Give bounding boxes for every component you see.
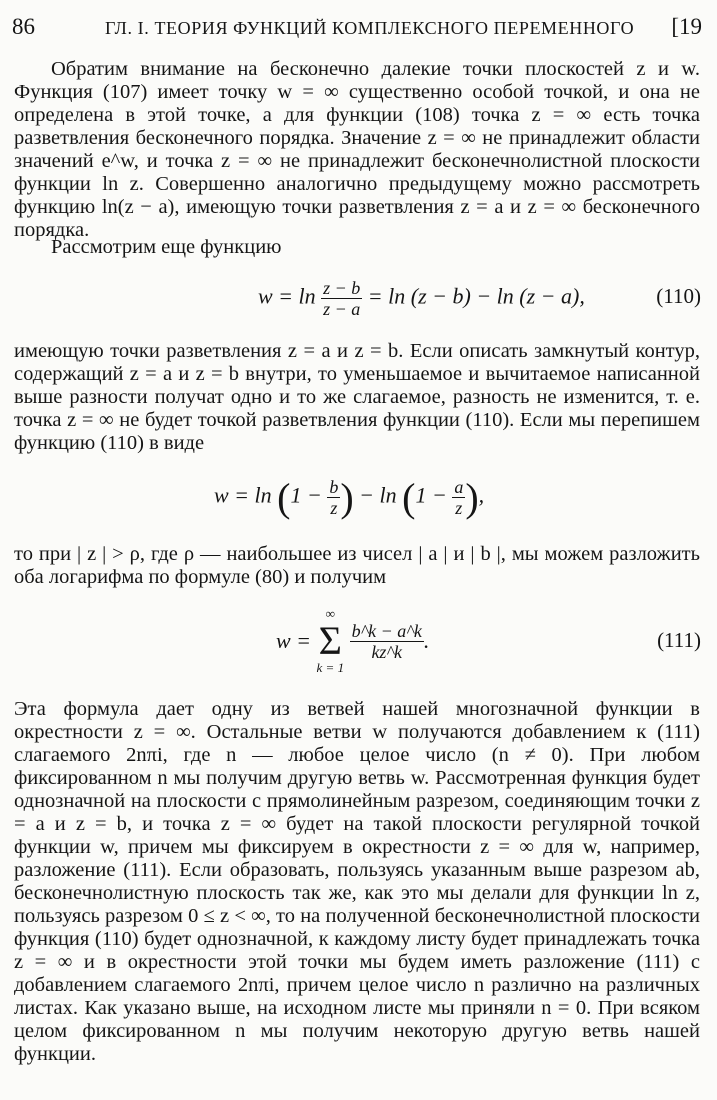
formula-111 xyxy=(0,606,717,686)
formula-rewrite xyxy=(0,464,717,534)
paren-close-2: ) xyxy=(465,475,479,520)
formula-111-denominator: kz^k xyxy=(371,641,403,662)
formula-rewrite-fraction-2 xyxy=(452,477,465,518)
formula-rewrite-mid: − ln xyxy=(359,482,397,508)
paragraph-branch-points: имеющую точки разветвления z = a и z = b. Если описать замкнутый контур, содержащий z = a и z = b внутри, то уменьшаемое и вычитаемое написанной выше разности получат одно и то же слагаемое, разность не изменится, т. е. точка z = ∞ не будет точкой разветвления функции (110). Если мы перепишем функцию (110) в виде xyxy=(14,340,700,454)
formula-110 xyxy=(0,270,717,340)
paragraph-consider-function: Рассмотрим еще функцию xyxy=(51,236,282,258)
formula-111-numerator: b^k − a^k xyxy=(351,620,422,641)
formula-rewrite-fraction-1 xyxy=(327,477,340,518)
summation-sign xyxy=(317,606,345,676)
page-number: 86 xyxy=(12,14,35,39)
equation-number-111: (111) xyxy=(657,628,701,652)
sum-upper-limit: ∞ xyxy=(325,606,335,621)
formula-rewrite-one2: 1 − xyxy=(415,482,447,508)
page-header xyxy=(12,12,702,42)
formula-rewrite-end: , xyxy=(478,482,485,508)
formula-110-rhs: = ln (z − b) − ln (z − a), xyxy=(367,283,585,309)
sum-lower-limit: k = 1 xyxy=(316,660,345,675)
section-number: [19 xyxy=(671,14,702,39)
formula-111-fraction xyxy=(350,621,424,662)
formula-rewrite-one1: 1 − xyxy=(290,482,322,508)
paren-close-1: ) xyxy=(340,475,354,520)
formula-111-end: . xyxy=(423,628,430,653)
paren-open-1: ( xyxy=(277,475,291,520)
formula-rewrite-part1: w = ln xyxy=(214,482,272,508)
sigma-icon: Σ xyxy=(318,618,342,663)
formula-rewrite-numerator-1: b xyxy=(329,477,339,497)
formula-110-numerator: z − b xyxy=(323,278,361,298)
formula-rewrite-denominator-1: z xyxy=(330,498,338,518)
formula-110-lhs: w = ln xyxy=(258,283,316,309)
paragraph-infinite-points: Обратим внимание на бесконечно далекие точки плоскостей z и w. Функция (107) имеет точку w = ∞ существенно особой точкой, и она не определена в этой точке, а для функции (108) точка z = ∞ есть точка разветвления бесконечного порядка. Значение z = ∞ не принадлежит области значений e^w, и точка z = ∞ не принадлежит бесконечнолистной плоскости функции ln z. Совершенно аналогично предыдущему можно рассмотреть функцию ln(z − a), имеющую точки разветвления z = a и z = ∞ бесконечного порядка. xyxy=(14,58,700,241)
paren-open-2: ( xyxy=(402,475,416,520)
formula-110-denominator: z − a xyxy=(323,299,361,319)
running-title: ГЛ. I. ТЕОРИЯ ФУНКЦИЙ КОМПЛЕКСНОГО ПЕРЕМЕННОГО xyxy=(105,18,635,38)
paragraph-branches: Эта формула дает одну из ветвей нашей многозначной функции в окрестности z = ∞. Остальные ветви w получаются добавлением к (111) слагаемого 2nπi, где n — любое целое число (n ≠ 0). При любом фиксированном n мы получим другую ветвь w. Рассмотренная функция будет однозначной на плоскости с прямолинейным разрезом, соединяющим точки z = a и z = b, и точка z = ∞ будет на такой плоскости регулярной точкой функции w, причем мы фиксируем в окрестности z = ∞ для w, например, разложение (111). Если образовать, пользуясь указанным выше разрезом ab, бесконечнолистную плоскость так же, как это мы делали для функции ln z, пользуясь разрезом 0 ≤ z < ∞, то на полученной бесконечнолистной плоскости функция (110) будет однозначной, к каждому листу будет принадлежать точка z = ∞ и в окрестности этой точки мы будем иметь разложение (111) с добавлением слагаемого 2nπi, причем целое число n различно на различных листах. Как указано выше, на исходном листе мы приняли n = 0. При всяком целом фиксированном n мы получим некоторую другую ветвь нашей функции. xyxy=(14,698,700,1065)
formula-rewrite-denominator-2: z xyxy=(455,498,463,518)
formula-rewrite-numerator-2: a xyxy=(454,477,464,497)
paragraph-expansion: то при | z | > ρ, где ρ — наибольшее из чисел | a | и | b |, мы можем разложить оба логарифма по формуле (80) и получим xyxy=(14,543,700,588)
equation-number-110: (110) xyxy=(656,284,701,308)
formula-111-lhs: w = xyxy=(276,628,312,653)
formula-110-fraction xyxy=(321,278,362,319)
